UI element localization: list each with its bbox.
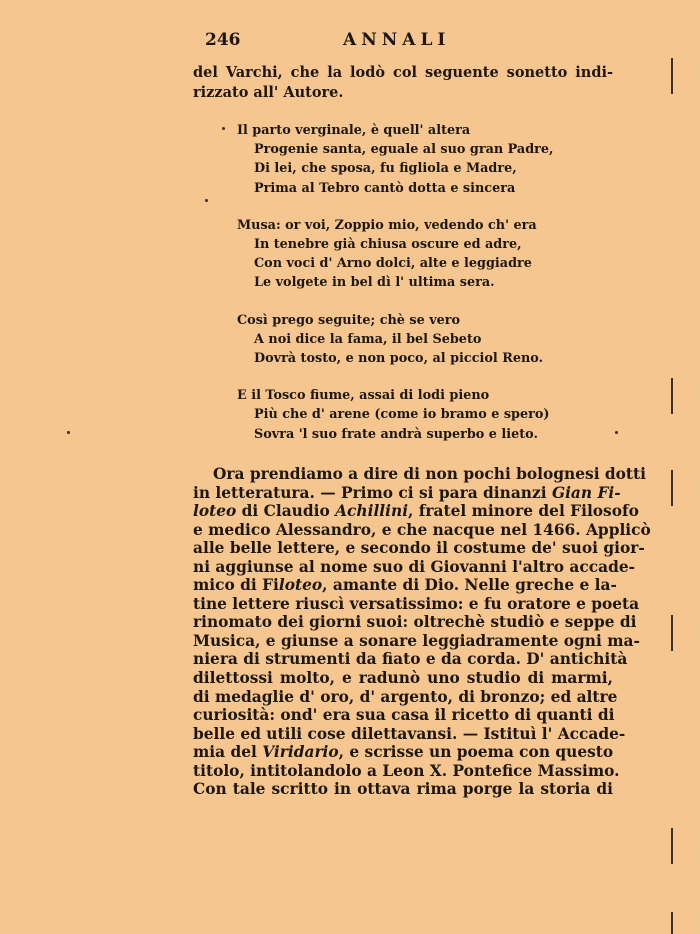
intro-line: del Varchi, che la lodò col seguente sonetto indi- bbox=[193, 64, 613, 81]
verse-line: Di lei, che sposa, fu figliola e Madre, bbox=[254, 161, 517, 177]
prose-line: dilettossi molto, e radunò uno studio di marmi, bbox=[193, 669, 613, 688]
sonnet-quatrain-1 bbox=[237, 121, 567, 198]
scan-margin-mark bbox=[671, 615, 673, 651]
prose-line: tine lettere riuscì versatissimo: e fu oratore e poeta bbox=[193, 594, 640, 613]
scan-margin-mark bbox=[671, 912, 673, 934]
prose-line: mico di Filoteo, amante di Dio. Nelle greche e la- bbox=[193, 576, 617, 595]
prose-line: alle belle lettere, e secondo il costume de' suoi gior- bbox=[193, 539, 645, 558]
prose-line: Con tale scritto in ottava rima porge la storia di bbox=[193, 780, 613, 799]
verse-line: A noi dice la fama, il bel Sebeto bbox=[254, 331, 482, 347]
verse-line: Sovra 'l suo frate andrà superbo e lieto. bbox=[254, 426, 538, 442]
prose-line: curiosità: ond' era sua casa il ricetto di quanti di bbox=[193, 706, 615, 725]
body-paragraph bbox=[193, 465, 651, 799]
verse-line: E il Tosco fiume, assai di lodi pieno bbox=[237, 388, 490, 404]
ink-speck bbox=[222, 127, 225, 130]
prose-line: mia del Viridario, e scrisse un poema con questo bbox=[193, 743, 614, 762]
intro-line: rizzato all' Autore. bbox=[193, 84, 344, 101]
prose-line: loteo di Claudio Achillini, fratel minore del Filosofo bbox=[193, 502, 639, 521]
verse-line: Più che d' arene (come io bramo e spero) bbox=[254, 407, 550, 423]
scan-margin-mark bbox=[671, 470, 673, 506]
prose-line: Ora prendiamo a dire di non pochi bolognesi dotti bbox=[213, 465, 646, 483]
page-number: 246 bbox=[205, 30, 241, 50]
prose-line: in letteratura. — Primo ci si para dinanzi Gian Fi- bbox=[193, 483, 621, 502]
verse-line: Il parto verginale, è quell' altera bbox=[237, 123, 471, 138]
sonnet bbox=[237, 121, 567, 444]
prose-line: titolo, intitolandolo a Leon X. Pontefice Massimo. bbox=[193, 761, 620, 780]
verse-line: Progenie santa, eguale al suo gran Padre, bbox=[254, 142, 554, 158]
verse-line: In tenebre già chiusa oscure ed adre, bbox=[254, 237, 522, 253]
ink-speck bbox=[67, 431, 70, 434]
sonnet-tercet-1 bbox=[237, 311, 567, 369]
prose-line: belle ed utili cose dilettavansi. — Istituì l' Accade- bbox=[193, 724, 626, 743]
ink-speck bbox=[615, 431, 618, 434]
prose-line: di medaglie d' oro, d' argento, di bronzo; ed altre bbox=[193, 687, 618, 706]
scan-margin-mark bbox=[671, 378, 673, 414]
page-header bbox=[205, 30, 615, 52]
scan-margin-mark bbox=[671, 58, 673, 94]
verse-line: Così prego seguite; chè se vero bbox=[237, 312, 461, 328]
verse-line: Prima al Tebro cantò dotta e sincera bbox=[254, 180, 516, 196]
verse-line: Con voci d' Arno dolci, alte e leggiadre bbox=[254, 256, 532, 272]
verse-line: Musa: or voi, Zoppio mio, vedendo ch' era bbox=[237, 217, 537, 233]
prose-line: e medico Alessandro, e che nacque nel 1466. Applicò bbox=[193, 520, 651, 539]
ink-speck bbox=[205, 199, 208, 202]
prose-line: niera di strumenti da fiato e da corda. D' antichità bbox=[193, 650, 628, 669]
intro-paragraph bbox=[193, 63, 613, 103]
prose-line: rinomato dei giorni suoi: oltrechè studiò e seppe di bbox=[193, 613, 637, 632]
scan-margin-mark bbox=[671, 828, 673, 864]
running-title: ANNALI bbox=[343, 30, 451, 50]
prose-line: Musica, e giunse a sonare leggiadramente ogni ma- bbox=[193, 631, 640, 650]
verse-line: Le volgete in bel dì l' ultima sera. bbox=[254, 275, 495, 291]
sonnet-tercet-2 bbox=[237, 386, 567, 444]
sonnet-quatrain-2 bbox=[237, 216, 567, 293]
verse-line: Dovrà tosto, e non poco, al picciol Reno. bbox=[254, 351, 544, 367]
prose-line: ni aggiunse al nome suo di Giovanni l'altro accade- bbox=[193, 557, 636, 576]
